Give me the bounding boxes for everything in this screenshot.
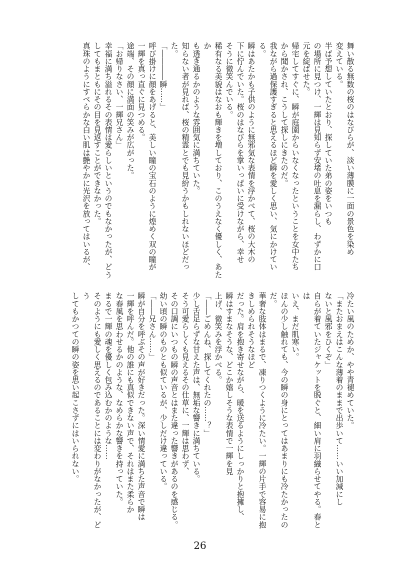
- text-line: 華奢な肢体はまるで、凍りつくように冷たい。一輝の片手で容易に抱きしめられそうなほど: [247, 292, 267, 529]
- text-line: 幼い頃の瞬のものとも似ているが、少しだけ違っている。: [159, 292, 168, 491]
- text-line: 元を綻ばせた。: [302, 42, 311, 96]
- text-line: 知らない者が見れば、桜の精霊とでも見紛うかもしれないほどだった。: [170, 42, 190, 271]
- text-line: 真珠のようにすべらかな白い肌は艶やかに光沢を放ってはいるが、: [82, 42, 91, 271]
- text-line: 「お帰りなさい、一輝兄さん」: [115, 42, 124, 149]
- text-line: だった。肩を抱き寄せながら、暖を送るようにしっかりと抱擁し、: [236, 292, 245, 521]
- text-line: 舞い散る無数の桜のはなびらが、淡い薄膜に一面の景色を染め: [346, 42, 355, 256]
- text-line: してもかつての瞬の姿を思い起こさずにはいられない。: [71, 292, 80, 483]
- text-line: な春風を思わせるかのような、なめらかな響きを持っていた。: [115, 292, 124, 506]
- text-line: 冷たい風のためか、やや青褪めていた。: [346, 292, 355, 430]
- text-line: 「――――瞬……」: [159, 42, 168, 111]
- text-line: 下に佇んでいた。桜のはなびらを掌いっぱいに受けながら、幸せ: [236, 42, 245, 263]
- text-line: 「――ごめんね、探してくれたの……？」: [203, 292, 212, 437]
- text-line: 帰宅してすぐに、瞬が庭園からいなくなったということを女中たち: [291, 42, 300, 271]
- text-line: ほんの少し触れても、今の瞬の身にとってはあまりにも冷たかったのだ。: [269, 292, 289, 529]
- text-line: 稀有なる美貌はなおも輝きを増しており、このうえなく優しく、あたか: [203, 42, 223, 279]
- text-line: いえ、まだ肌寒い。: [291, 292, 300, 361]
- text-line: してもまともにその目を見返すことができなかった。: [93, 42, 102, 225]
- text-line: 呼び掛けに顔をあげると、美しい瞳の宝石のように煌めく双の瞳が: [148, 42, 157, 271]
- text-line: 自らが着ていたジャケットを脱ぐと、細い肩に羽織らせてやる。春とは: [302, 292, 322, 529]
- text-line: 瞬はあたかも子供のように無邪気な表情を浮かべて、桜の大木の: [247, 42, 256, 263]
- text-line: 幸福に満ち溢れるその表情は愛らしいというのでもなかったが、どう: [104, 42, 113, 279]
- text-line: 少し舌足らずな甘えた声は、無垢な響きに満ちている。: [192, 292, 201, 483]
- text-line: 「――兄さん……」: [148, 292, 157, 361]
- text-line: そう可愛らしくも見えるその仕草に、一輝は思わず、: [181, 292, 190, 475]
- text-line: そうに微笑んでいる。: [225, 42, 234, 119]
- text-line: の場所に見つけ、一輝は見知らず安堵の吐息を漏らし、わずかに口: [313, 42, 322, 271]
- text-line: 瞬が自分を呼ぶその声が好きだった。深い情愛に満ちた声音で瞬は: [137, 292, 146, 521]
- text-line: 半ば予想していたとおり、探していた弟の姿をいつも: [324, 42, 333, 225]
- text-line: 途端、その顔に満面の笑みが広がった。: [126, 42, 135, 180]
- text-line: 上げ、微笑みを浮かべる。: [214, 292, 223, 384]
- text-line: も透き通るかのような雰囲気に満ちていた。: [192, 42, 201, 195]
- text-line: 変えている。: [335, 42, 344, 88]
- text-line: 我ながら過保護すぎると思えるほど瞬を愛しく思い、気にかけている。: [258, 42, 278, 271]
- text-line: から聞かされ、こうして探しにきたのだ。: [280, 42, 289, 187]
- text-line: その口調にいつもの瞬の声音とはまた違った響きがあるのを感じる。: [170, 292, 179, 529]
- text-line: そのようにも愛しく思えるのであることには変わりがなかったが、どう: [82, 292, 102, 529]
- text-line: 一輝を呼んだ。他の誰にも真似できない声で、それはまた柔らか: [126, 292, 135, 513]
- lower-text-block: [46, 292, 356, 532]
- text-line: 一輝を真っ直ぐに見つめる。: [137, 42, 146, 142]
- upper-text-block: [46, 42, 356, 279]
- text-line: まるで一輝の魂を優しく包み込むかのような……: [104, 292, 113, 460]
- text-line: ないと風邪をひくぞ」: [324, 292, 333, 369]
- text-line: 瞬はすまなそうな、どこか嬉しそうな表情で一輝を見: [225, 292, 234, 475]
- text-line: 「またおまえはこんな薄着のままで出歩いて……いい加減にし: [335, 292, 344, 506]
- page-number: 26: [193, 541, 207, 552]
